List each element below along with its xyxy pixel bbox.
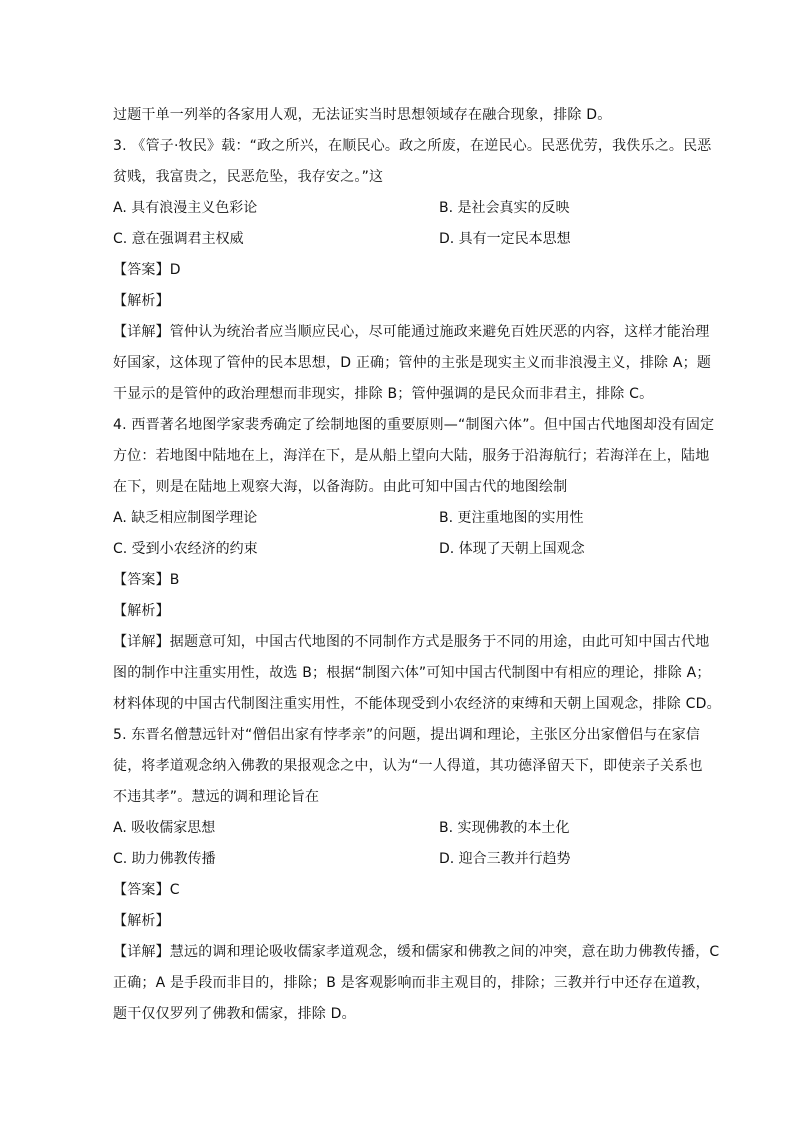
options-row: [113, 813, 713, 844]
question-4-stem: 4. 西晋著名地图学家裴秀确定了绘制地图的重要原则—“制图六体”。但中国古代地图却没有固定: [113, 417, 715, 433]
answer-label: 【答案】D: [113, 262, 181, 278]
options-row: [113, 224, 713, 255]
option-a: A. 吸收儒家思想: [113, 820, 216, 836]
detail-text: 干显示的是管仲的政治理想而非现实，排除 B；管仲强调的是民众而非君主，排除 C。: [113, 386, 654, 402]
options-row: [113, 534, 713, 565]
option-b: B. 实现佛教的本土化: [439, 820, 570, 836]
detail-text: 材料体现的中国古代制图注重实用性，不能体现受到小农经济的束缚和天朝上国观念，排除 CD。: [113, 696, 721, 712]
option-b: B. 更注重地图的实用性: [439, 510, 584, 526]
detail-text: 正确；A 是手段而非目的，排除；B 是客观影响而非主观目的，排除；三教并行中还存在道教，: [113, 975, 710, 991]
question-5-stem-cont: 不违其孝”。慧远的调和理论旨在: [113, 789, 320, 805]
options-row: [113, 193, 713, 224]
detail-text: 好国家，这体现了管仲的民本思想，D 正确；管仲的主张是现实主义而非浪漫主义，排除 A；题: [113, 355, 712, 371]
option-d: D. 迎合三教并行趋势: [439, 851, 571, 867]
option-d: D. 体现了天朝上国观念: [439, 541, 585, 557]
question-3-stem: 3. 《管子·牧民》载：“政之所兴，在顺民心。政之所废，在逆民心。民恶优劳，我佚乐之。民恶: [113, 138, 712, 154]
option-d: D. 具有一定民本思想: [439, 231, 571, 247]
detail-text: 【详解】据题意可知，中国古代地图的不同制作方式是服务于不同的用途，由此可知中国古代地: [113, 634, 710, 650]
option-c: C. 意在强调君主权威: [113, 231, 244, 247]
question-4-stem-cont: 方位：若地图中陆地在上，海洋在下，是从船上望向大陆，服务于沿海航行；若海洋在上，陆地: [113, 448, 710, 464]
option-c: C. 受到小农经济的约束: [113, 541, 258, 557]
answer-label: 【答案】B: [113, 572, 180, 588]
options-row: [113, 503, 713, 534]
detail-text: 图的制作中注重实用性，故选 B；根据“制图六体”可知中国古代制图中有相应的理论，排除 A；: [113, 665, 711, 681]
option-a: A. 缺乏相应制图学理论: [113, 510, 258, 526]
question-3-stem-cont: 贫贱，我富贵之，民恶危坠，我存安之。”这: [113, 169, 384, 185]
option-c: C. 助力佛教传播: [113, 851, 216, 867]
answer-label: 【答案】C: [113, 882, 180, 898]
question-4-stem-cont: 在下，则是在陆地上观察大海，以备海防。由此可知中国古代的地图绘制: [113, 479, 568, 495]
question-5-stem: 5. 东晋名僧慧远针对“僧侣出家有悖孝亲”的问题，提出调和理论，主张区分出家僧侣与在家信: [113, 727, 701, 743]
text-line: 过题干单一列举的各家用人观，无法证实当时思想领域存在融合现象，排除 D。: [113, 107, 612, 123]
detail-text: 题干仅仅罗列了佛教和儒家，排除 D。: [113, 1006, 356, 1022]
detail-text: 【详解】慧远的调和理论吸收儒家孝道观念，缓和儒家和佛教之间的冲突，意在助力佛教传播，C: [113, 944, 720, 960]
options-row: [113, 844, 713, 875]
option-b: B. 是社会真实的反映: [439, 200, 570, 216]
analysis-label: 【解析】: [113, 293, 170, 309]
analysis-label: 【解析】: [113, 603, 170, 619]
analysis-label: 【解析】: [113, 913, 170, 929]
detail-text: 【详解】管仲认为统治者应当顺应民心，尽可能通过施政来避免百姓厌恶的内容，这样才能治理: [113, 324, 710, 340]
option-a: A. 具有浪漫主义色彩论: [113, 200, 258, 216]
document-page: [113, 100, 721, 1030]
question-5-stem-cont: 徒，将孝道观念纳入佛教的果报观念之中，认为“一人得道，其功德泽留天下，即使亲子关系也: [113, 758, 703, 774]
